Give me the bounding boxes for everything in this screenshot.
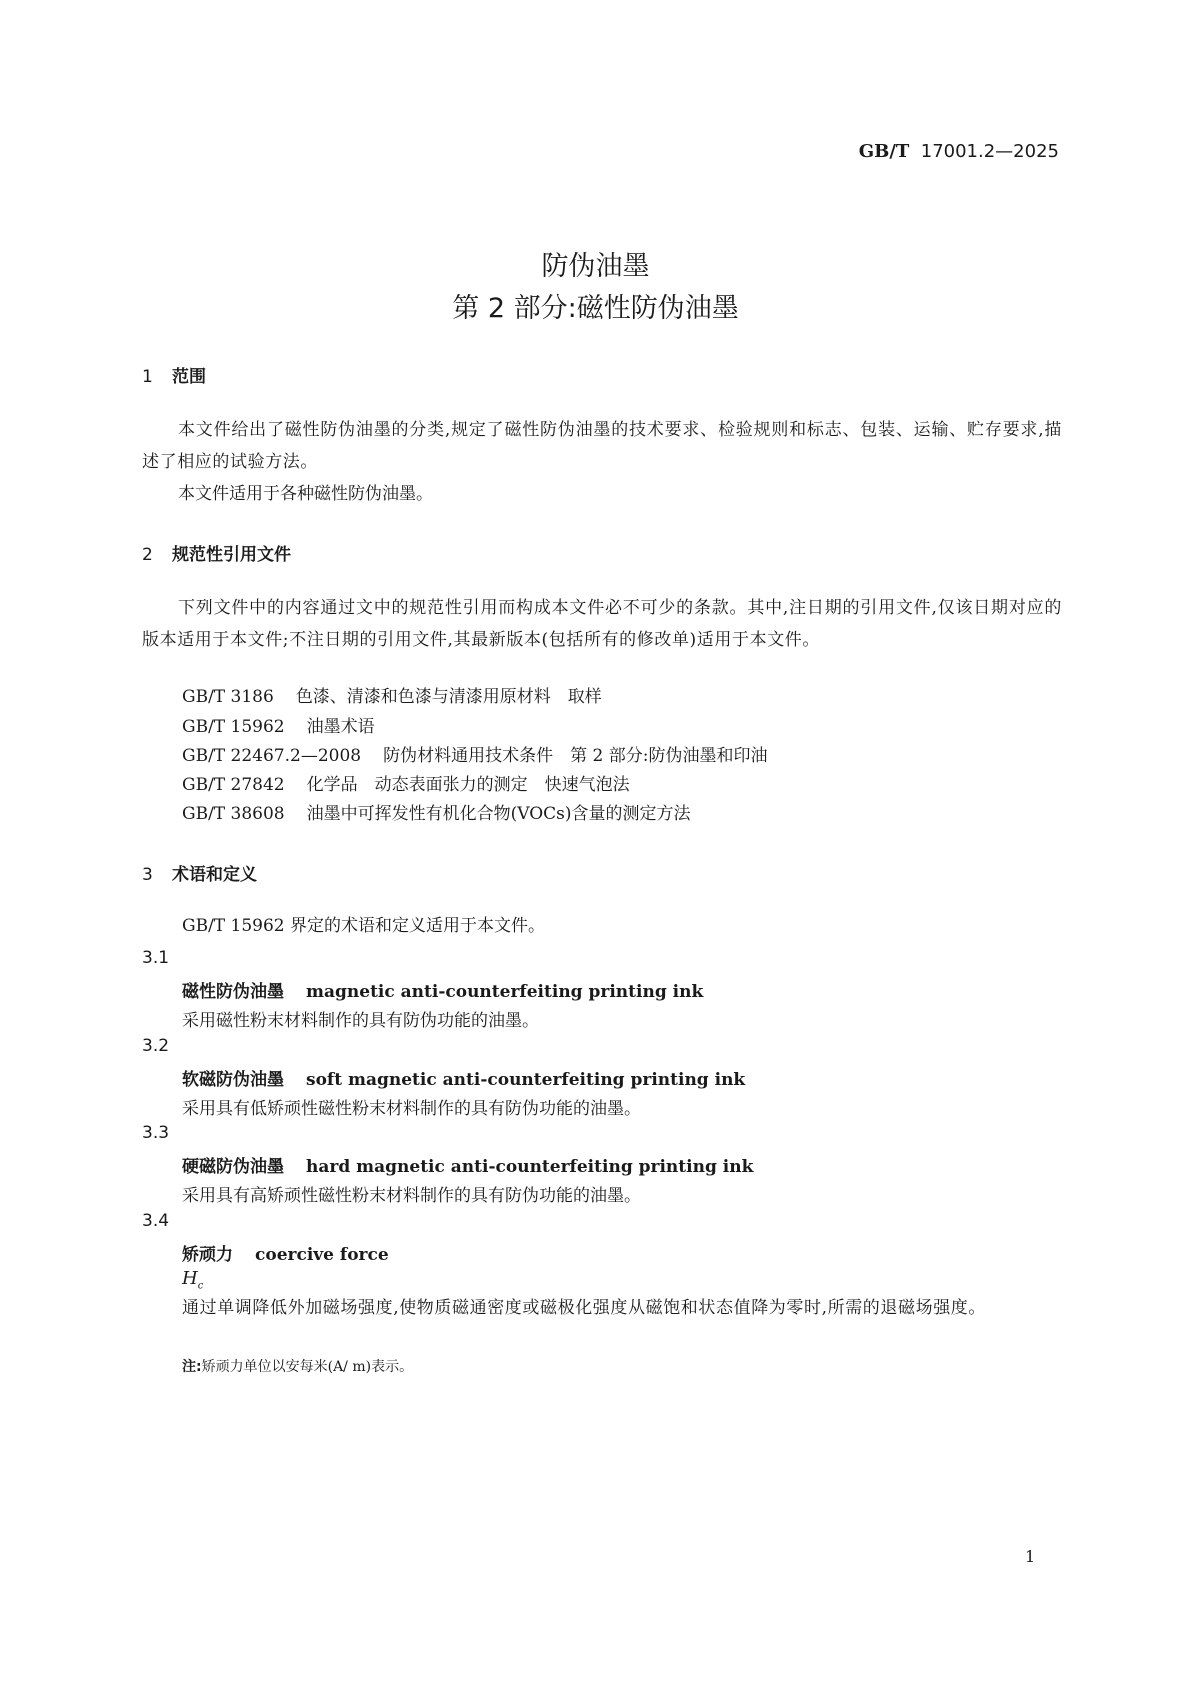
section-3-intro: GB/T 15962 界定的术语和定义适用于本文件。 [182,916,546,936]
term-definition: 采用具有低矫顽性磁性粉末材料制作的具有防伪功能的油墨。 [182,1099,641,1119]
term-symbol: $H_c$ [182,1268,204,1292]
term-definition: 采用具有高矫顽性磁性粉末材料制作的具有防伪功能的油墨。 [182,1186,641,1206]
section-1-scope-statement: 本文件适用于各种磁性防伪油墨。 [178,484,433,504]
section-2-paragraph: 下列文件中的内容通过文中的规范性引用而构成本文件必不可少的条款。其中,注日期的引用文件,仅该日期对应的版本适用于本文件;不注日期的引用文件,其最新版本(包括所有的修改单)适用于本文件。 [142,598,1062,650]
standard-code: 17001.2—2025 [920,141,1059,162]
reference-item: GB/T 38608 油墨中可挥发性有机化合物(VOCs)含量的测定方法 [182,804,691,824]
reference-item: GB/T 15962 油墨术语 [182,717,375,737]
term-number: 3.3 [142,1123,170,1143]
reference-item: GB/T 22467.2—2008 防伪材料通用技术条件 第 2 部分:防伪油墨和印油 [182,746,768,766]
term-number: 3.1 [142,948,170,968]
reference-item: GB/T 27842 化学品 动态表面张力的测定 快速气泡法 [182,775,630,795]
term-title: 软磁防伪油墨 soft magnetic anti-counterfeiting printing ink [182,1070,746,1090]
term-title: 硬磁防伪油墨 hard magnetic anti-counterfeiting printing ink [182,1157,754,1177]
reference-item: GB/T 3186 色漆、清漆和色漆与清漆用原材料 取样 [182,687,602,707]
section-1-heading: 1 范围 [142,367,206,387]
document-subtitle: 第 2 部分:磁性防伪油墨 [452,293,739,324]
section-3-heading: 3 术语和定义 [142,865,257,885]
standard-number [859,141,1059,162]
term-definition: 通过单调降低外加磁场强度,使物质磁通密度或磁极化强度从磁饱和状态值降为零时,所需的退磁场强度。 [182,1298,987,1318]
term-definition: 采用磁性粉末材料制作的具有防伪功能的油墨。 [182,1011,539,1031]
term-number: 3.2 [142,1036,170,1056]
term-title: 磁性防伪油墨 magnetic anti-counterfeiting printing ink [182,982,704,1002]
document-title: 防伪油墨 [541,251,650,282]
section-1-paragraph: 本文件给出了磁性防伪油墨的分类,规定了磁性防伪油墨的技术要求、检验规则和标志、包装、运输、贮存要求,描述了相应的试验方法。 [142,420,1062,472]
standard-prefix: GB/T [858,141,910,162]
term-note: 注:矫顽力单位以安每米(A/ m)表示。 [182,1359,414,1375]
term-number: 3.4 [142,1211,170,1231]
section-2-heading: 2 规范性引用文件 [142,545,291,565]
page-number: 1 [1025,1547,1036,1566]
term-title: 矫顽力 coercive force [182,1245,389,1265]
